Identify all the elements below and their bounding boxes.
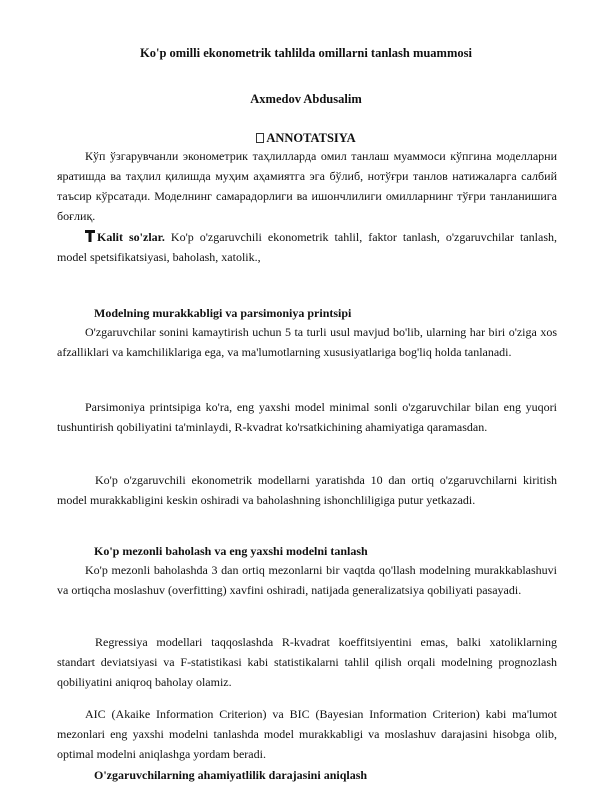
missing-glyph-icon xyxy=(256,133,264,143)
paragraph: O'zgaruvchilar sonini kamaytirish uchun 5 ta turli usul mavjud bo'lib, ularning har biri o'ziga xos afzalliklari va kamchiliklariga ega, va ma'lumotlarning xususiyatlariga bog'liq holda tanlanadi. xyxy=(57,325,557,359)
bookmark-icon xyxy=(85,230,95,242)
section-heading: Modelning murakkabligi va parsimoniya printsipi xyxy=(94,306,352,320)
paragraph: Regressiya modellari taqqoslashda R-kvadrat koeffitsiyentini emas, balki xatoliklarning standart deviatsiyasi va F-statistikasi kabi statistikalarni tahlil qilish orqali modelning prognozlash qobiliyatini aniqroq baholay olamiz. xyxy=(57,635,557,689)
paragraph: Ko'p mezonli baholashda 3 dan ortiq mezonlarni bir vaqtda qo'llash modelning murakkablashuvi va ortiqcha moslashuv (overfitting) xavfini oshiradi, natijada generalizatsiya qobiliyati pasayadi. xyxy=(57,563,557,597)
author-name: Axmedov Abdusalim xyxy=(250,92,362,106)
paragraph: AIC (Akaike Information Criterion) va BIC (Bayesian Information Criterion) kabi ma'lumot mezonlari eng yaxshi modelni tanlashda model murakkabligi va moslashuv darajasini hisobga olib, optimal modelni aniqlashga yordam beradi. xyxy=(57,707,557,761)
abstract-heading: ANNOTATSIYA xyxy=(266,131,356,145)
paragraph: Parsimoniya printsipiga ko'ra, eng yaxshi model minimal sonli o'zgaruvchilar bilan eng yuqori tushuntirish qobiliyatini ta'minlaydi, R-kvadrat ko'rsatkichining ahamiyatiga qaramasdan. xyxy=(57,400,557,434)
abstract-heading-row xyxy=(0,131,612,146)
abstract-text: Кўп ўзгарувчанли эконометрик таҳлилларда омил танлаш муаммоси кўпгина моделларни яратишда ва таҳлил қилишда муҳим аҳамиятга эга бўлиб, нотўғри танлов натижаларга салбий таъсир кўрсатади. Моделнинг самарадорлиги ва ишончлилиги омилларнинг тўғри танланишига боғлиқ. xyxy=(57,149,557,223)
section-heading: O'zgaruvchilarning ahamiyatlilik darajasini aniqlash xyxy=(94,768,368,782)
paragraph: Ko'p o'zgaruvchili ekonometrik modellarni yaratishda 10 dan ortiq o'zgaruvchilarni kiritish model murakkabligini keskin oshiradi va baholashning ishonchliligiga putur yetkazadi. xyxy=(57,473,557,507)
section-heading: Ko'p mezonli baholash va eng yaxshi modelni tanlash xyxy=(94,544,368,558)
paper-title: Ko'p omilli ekonometrik tahlilda omillarni tanlash muammosi xyxy=(140,46,472,60)
keywords-text: Ko'p o'zgaruvchili ekonometrik tahlil, faktor tanlash, o'zgaruvchilar tanlash, model spetsifikatsiyasi, baholash, xatolik., xyxy=(57,230,558,264)
keywords-paragraph xyxy=(57,227,557,267)
keywords-label: Kalit so'zlar. xyxy=(97,230,165,244)
